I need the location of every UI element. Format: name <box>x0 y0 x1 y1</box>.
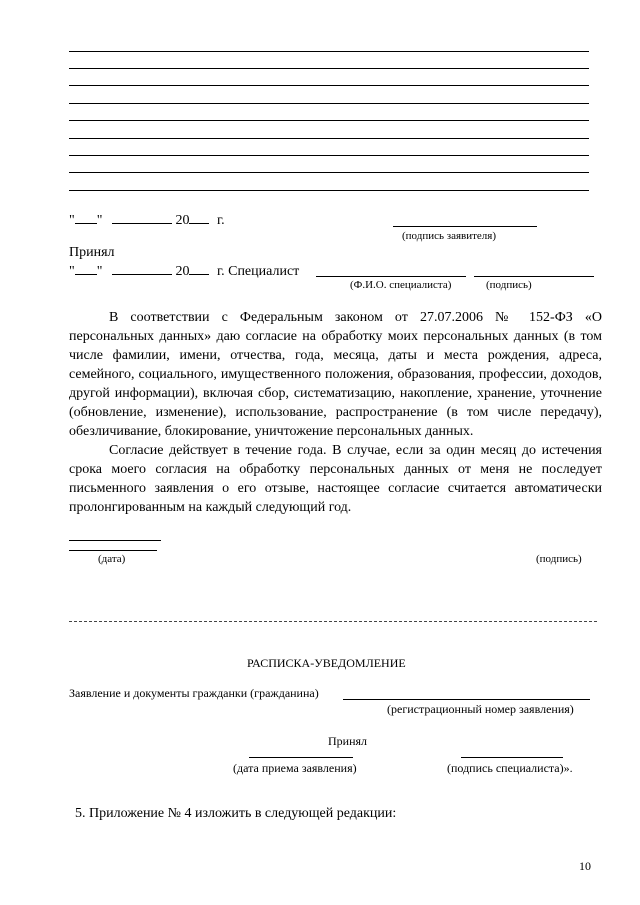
receipt-title: РАСПИСКА-УВЕДОМЛЕНИЕ <box>247 656 406 670</box>
receipt-accepted: Принял <box>328 734 368 748</box>
receipt-statement-label: Заявление и документы гражданки (гражданина) <box>69 686 319 700</box>
year-suffix-specialist: г. Специалист <box>216 264 300 279</box>
date-line-2 <box>69 550 157 551</box>
blank-line <box>69 68 589 69</box>
cut-line <box>69 621 597 622</box>
month-blank <box>112 262 172 275</box>
date-caption: (дата) <box>98 553 126 565</box>
year-suffix: г. <box>216 213 225 228</box>
blank-line <box>69 190 589 191</box>
specialist-fio-caption: (Ф.И.О. специалиста) <box>350 279 452 291</box>
blank-line <box>69 51 589 52</box>
year-prefix: 20 <box>175 213 190 228</box>
accepted-date-line <box>69 262 299 280</box>
quote-close: " <box>96 264 103 279</box>
date-received-line <box>249 757 353 758</box>
signature-caption: (подпись) <box>536 553 582 565</box>
specialist-sign-line <box>461 757 563 758</box>
blank-line <box>69 172 589 173</box>
applicant-signature-line <box>393 226 537 227</box>
consent-paragraph-2 <box>69 441 602 517</box>
year-blank <box>189 211 209 224</box>
blank-line <box>69 103 589 104</box>
year-blank <box>189 262 209 275</box>
date-line-1 <box>69 540 161 541</box>
blank-line <box>69 120 589 121</box>
date-received-caption: (дата приема заявления) <box>233 761 357 775</box>
blank-line <box>69 85 589 86</box>
applicant-signature-caption: (подпись заявителя) <box>402 230 497 242</box>
reg-number-line <box>343 699 590 700</box>
specialist-signature-line <box>474 276 594 277</box>
consent-paragraph-1 <box>69 308 602 441</box>
specialist-sign-caption: (подпись специалиста)». <box>447 761 573 775</box>
reg-number-caption: (регистрационный номер заявления) <box>387 702 574 716</box>
quote-open: " <box>69 264 75 279</box>
quote-close: " <box>96 213 103 228</box>
specialist-signature-caption: (подпись) <box>486 279 532 291</box>
specialist-fio-line <box>316 276 466 277</box>
accepted-title: Принял <box>69 245 115 260</box>
quote-open: " <box>69 213 75 228</box>
page-number: 10 <box>579 859 591 873</box>
month-blank <box>112 211 172 224</box>
application-date-line <box>69 211 225 229</box>
day-blank <box>75 211 97 224</box>
consent-text-1: В соответствии с Федеральным законом от 27.07.2006 № 152-ФЗ «О персональных данных» даю согласие на обработку моих персональных данных (в том числе фамилии, имени, отчества, года, месяца, даты и места рождения, адреса, семейного, социального, имущественного положения, образования, профессии, доходов, другой информации), включая сбор, систематизацию, накопление, хранение, уточнение (обновление, изменение), использование, распространение (в том числе передачу), обезличивание, блокирование, уничтожение персональных данных. <box>69 310 602 439</box>
day-blank <box>75 262 97 275</box>
consent-text-2: Согласие действует в течение года. В случае, если за один месяц до истечения срока моего согласия на обработку персональных данных от меня не последует письменного заявления о его отзыве, настоящее согласие считается автоматически пролонгированным на каждый следующий год. <box>69 443 602 515</box>
amendment-item: 5. Приложение № 4 изложить в следующей редакции: <box>75 806 397 821</box>
blank-line <box>69 155 589 156</box>
year-prefix: 20 <box>175 264 190 279</box>
blank-line <box>69 138 589 139</box>
